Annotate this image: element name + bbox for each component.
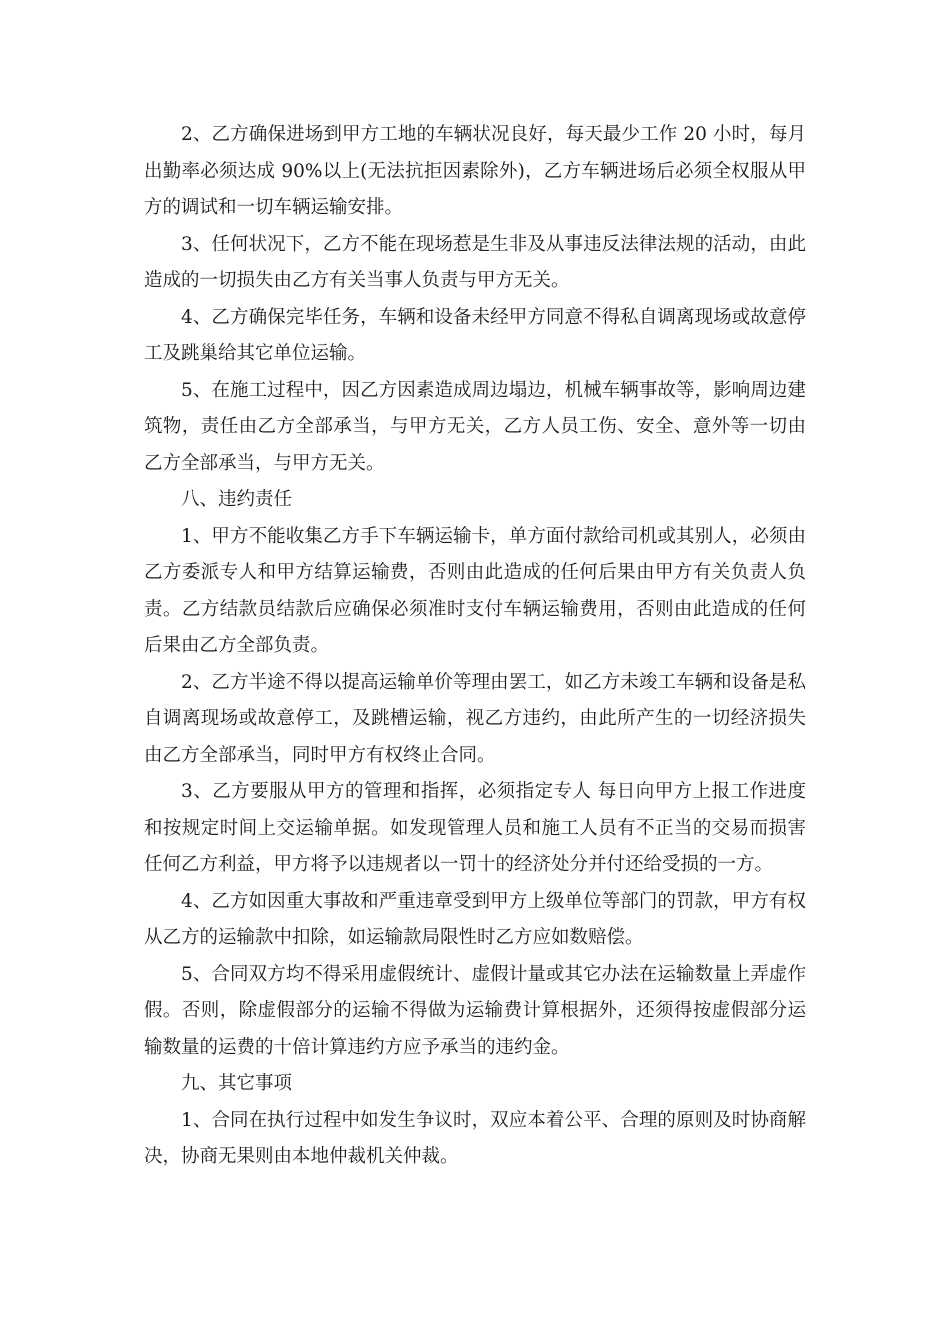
clause-8-2: 2、乙方半途不得以提高运输单价等理由罢工，如乙方未竣工车辆和设备是私自调离现场或故意停工，及跳槽运输，视乙方违约，由此所产生的一切经济损失由乙方全部承当，同时甲方有权终止合同。	[144, 671, 806, 766]
clause-9-1: 1、合同在执行过程中如发生争议时，双应本着公平、合理的原则及时协商解决，协商无果则由本地仲裁机关仲裁。	[144, 1109, 806, 1167]
clause-7-3: 3、任何状况下，乙方不能在现场惹是生非及从事违反法律法规的活动，由此造成的一切损失由乙方有关当事人负责与甲方无关。	[144, 233, 806, 291]
clause-8-1: 1、甲方不能收集乙方手下车辆运输卡，单方面付款给司机或其别人，必须由乙方委派专人和甲方结算运输费，否则由此造成的任何后果由甲方有关负责人负责。乙方结款员结款后应确保必须准时支付车辆运输费用，否则由此造成的任何后果由乙方全部负责。	[144, 525, 806, 656]
clause-7-2: 2、乙方确保进场到甲方工地的车辆状况良好，每天最少工作 20 小时，每月出勤率必须达成 90%以上(无法抗拒因素除外)，乙方车辆进场后必须全权服从甲方的调试和一切车辆运输安排。	[144, 124, 806, 218]
section-heading-breach: 八、违约责任	[181, 489, 293, 510]
clause-7-5: 5、在施工过程中，因乙方因素造成周边塌边，机械车辆事故等，影响周边建筑物，责任由乙方全部承当，与甲方无关，乙方人员工伤、安全、意外等一切由乙方全部承当，与甲方无关。	[144, 379, 806, 474]
clause-8-5: 5、合同双方均不得采用虚假统计、虚假计量或其它办法在运输数量上弄虚作假。否则，除虚假部分的运输不得做为运输费计算根据外，还须得按虚假部分运输数量的运费的十倍计算违约方应予承当的违约金。	[144, 963, 806, 1058]
clause-8-3: 3、乙方要服从甲方的管理和指挥，必须指定专人 每日向甲方上报工作进度和按规定时间上交运输单据。如发现管理人员和施工人员有不正当的交易而损害任何乙方利益，甲方将予以违规者以一罚十的经济处分并付还给受损的一方。	[144, 781, 806, 875]
clause-7-4: 4、乙方确保完毕任务，车辆和设备未经甲方同意不得私自调离现场或故意停工及跳巢给其它单位运输。	[144, 306, 806, 364]
section-heading-other: 九、其它事项	[181, 1073, 293, 1094]
document-page	[144, 117, 806, 1176]
clause-8-4: 4、乙方如因重大事故和严重违章受到甲方上级单位等部门的罚款，甲方有权从乙方的运输款中扣除，如运输款局限性时乙方应如数赔偿。	[144, 890, 806, 948]
